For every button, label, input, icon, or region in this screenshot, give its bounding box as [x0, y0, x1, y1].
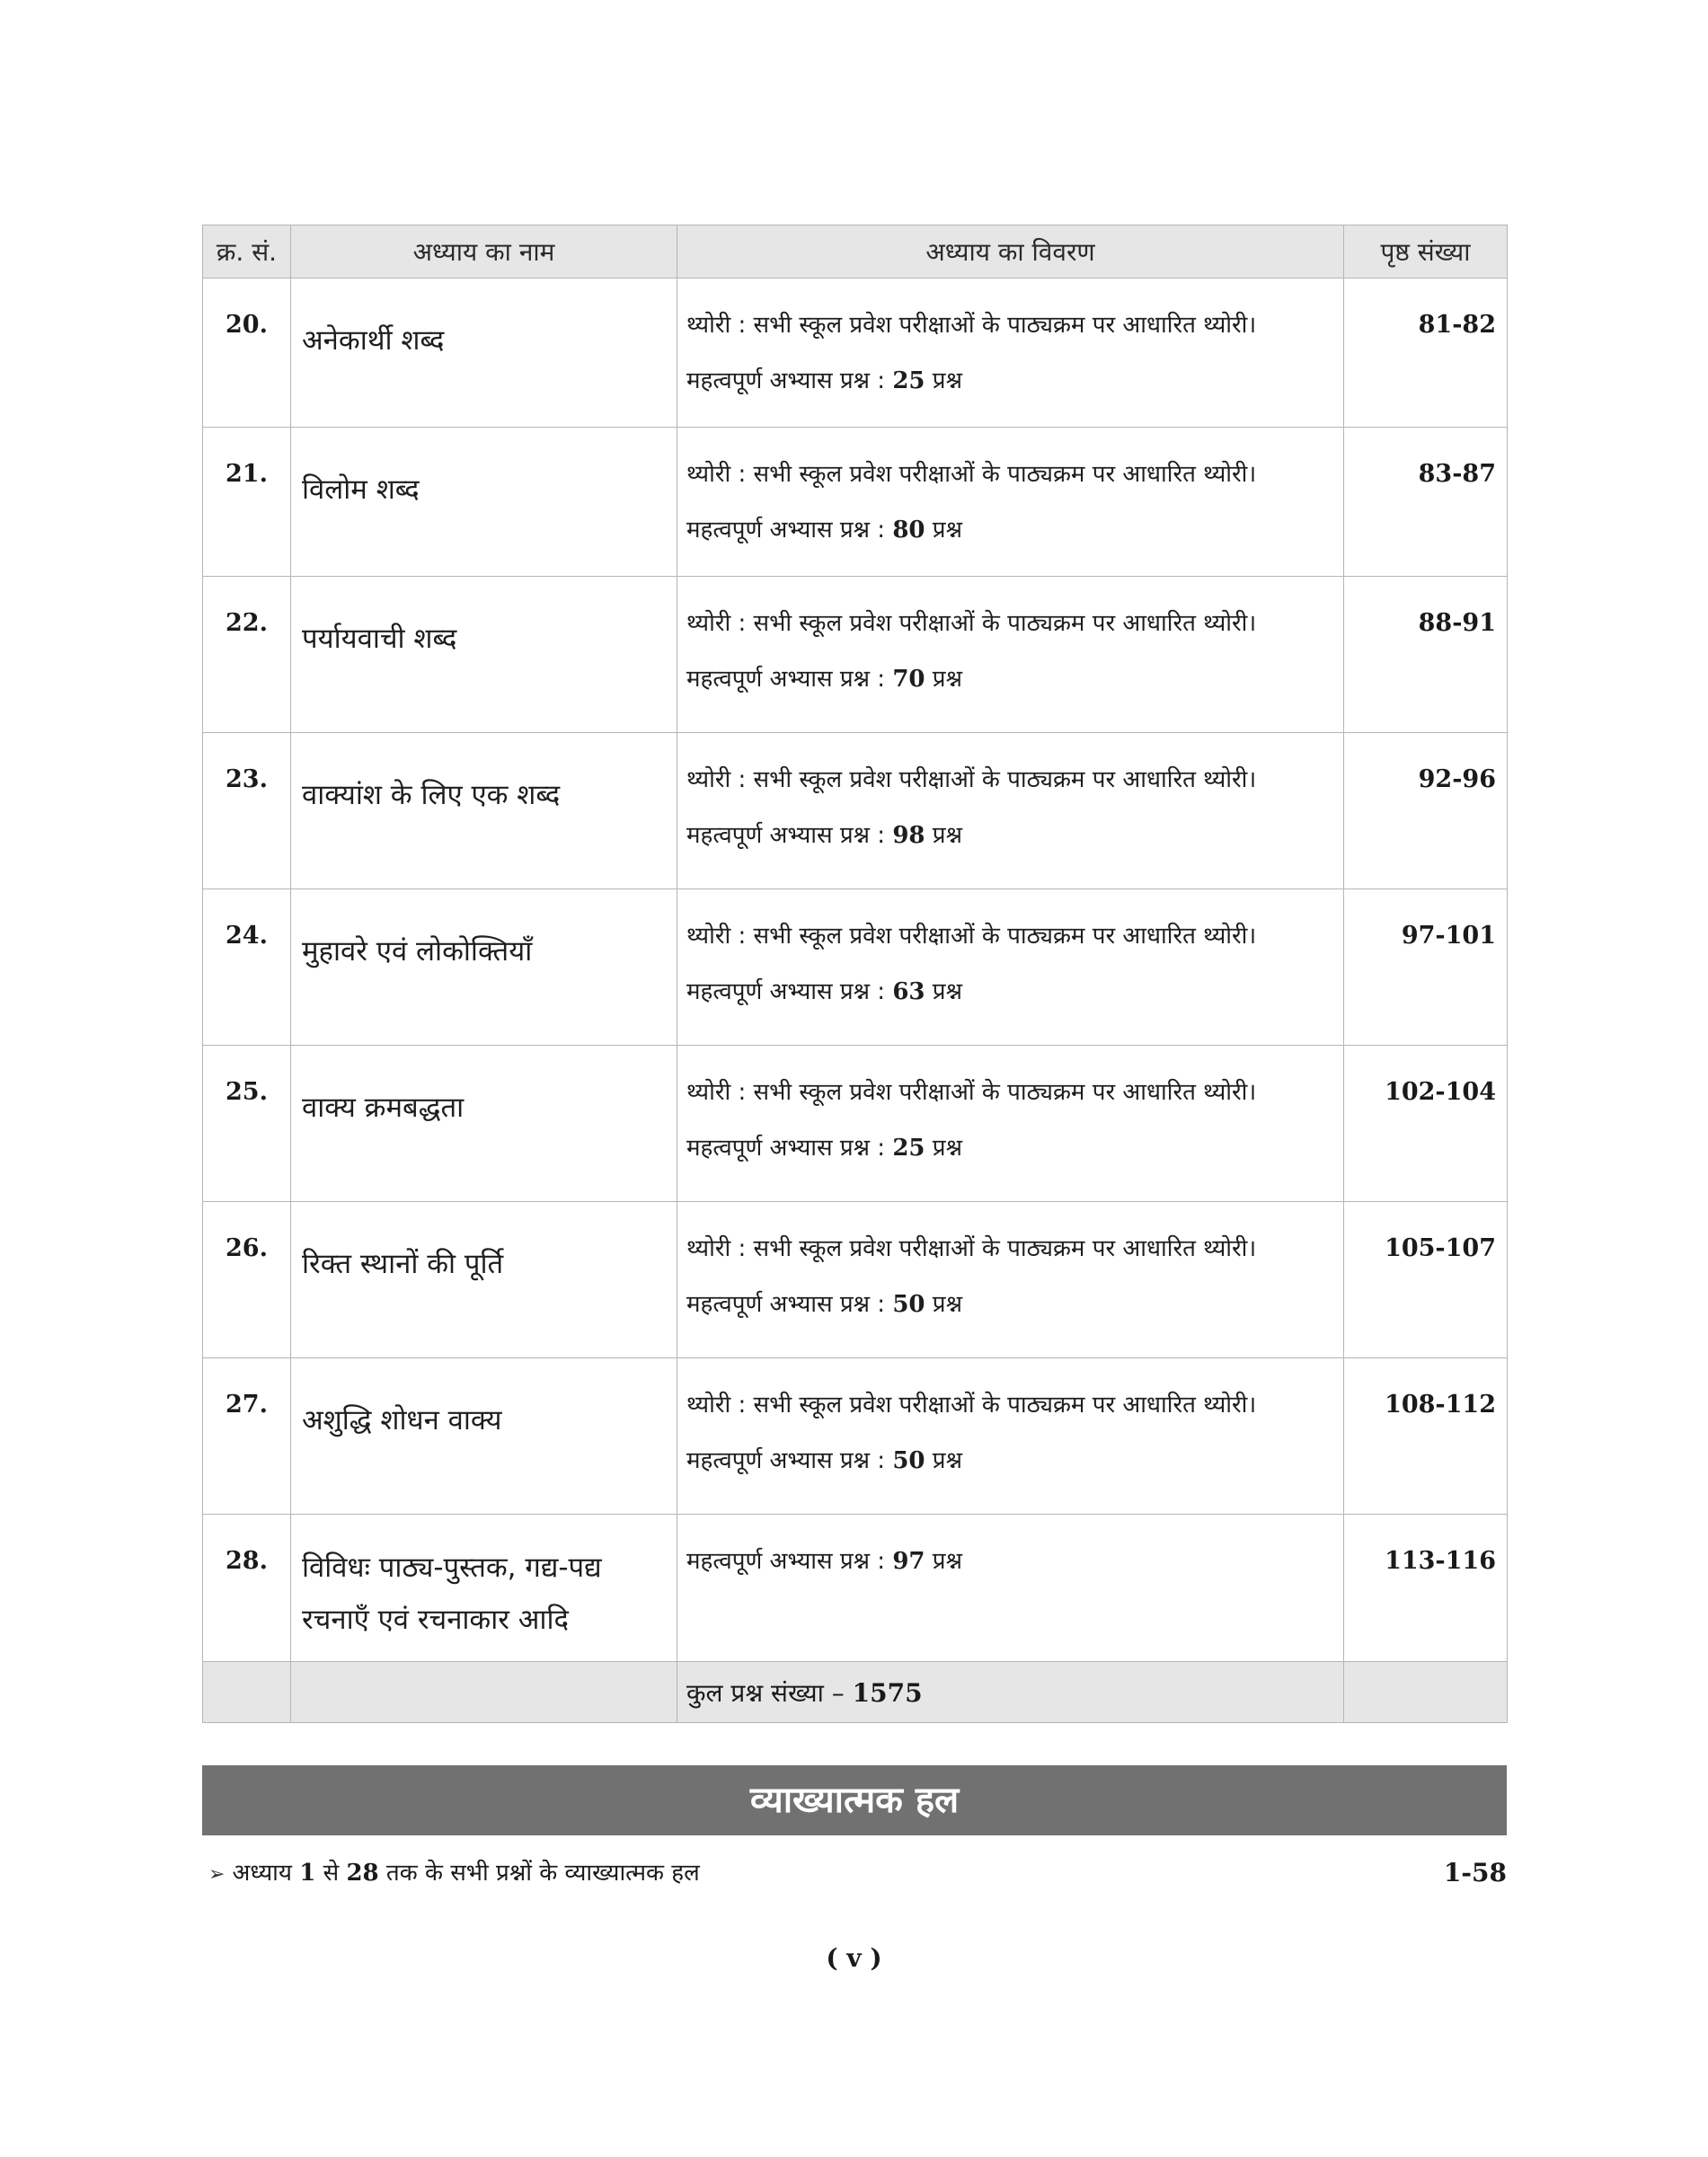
practice-label: महत्वपूर्ण अभ्यास प्रश्न :	[686, 822, 893, 849]
practice-questions	[686, 1134, 1334, 1162]
page-range: 81-82	[1344, 278, 1508, 428]
serial-number: 21.	[203, 428, 291, 577]
practice-questions	[686, 1446, 1334, 1475]
table-row	[203, 733, 1508, 889]
theory-text: थ्योरी : सभी स्कूल प्रवेश परीक्षाओं के पाठ्यक्रम पर आधारित थ्योरी।	[686, 610, 1257, 637]
page-range: 92-96	[1344, 733, 1508, 889]
practice-questions	[686, 977, 1334, 1006]
practice-suffix: प्रश्न	[925, 666, 962, 693]
chapter-description	[677, 733, 1344, 889]
header-serial-number: क्र. सं.	[203, 225, 291, 278]
total-empty-cell	[291, 1662, 677, 1723]
chapter-name	[291, 1515, 677, 1662]
contents-table	[202, 225, 1508, 1723]
practice-label: महत्वपूर्ण अभ्यास प्रश्न :	[686, 666, 893, 693]
total-count: 1575	[852, 1677, 923, 1708]
table-row	[203, 428, 1508, 577]
header-page-number: पृष्ठ संख्या	[1344, 225, 1508, 278]
practice-label: महत्वपूर्ण अभ्यास प्रश्न :	[686, 1447, 893, 1474]
page-number: ( v )	[826, 1943, 882, 1973]
theory-text: थ्योरी : सभी स्कूल प्रवेश परीक्षाओं के पाठ्यक्रम पर आधारित थ्योरी।	[686, 766, 1257, 793]
practice-questions	[686, 665, 1334, 694]
page-range: 102-104	[1344, 1046, 1508, 1202]
practice-count: 97	[892, 1548, 925, 1575]
practice-questions	[686, 516, 1334, 544]
total-row	[203, 1662, 1508, 1723]
header-chapter-name: अध्याय का नाम	[291, 225, 677, 278]
chapter-name: अशुद्धि शोधन वाक्य	[291, 1358, 677, 1515]
total-empty-cell	[1344, 1662, 1508, 1723]
solutions-to: 28	[346, 1860, 379, 1887]
solutions-from: 1	[299, 1860, 316, 1887]
chapter-name: विलोम शब्द	[291, 428, 677, 577]
chapter-description	[677, 1515, 1344, 1662]
practice-questions	[686, 821, 1334, 850]
chapter-description	[677, 577, 1344, 733]
practice-questions	[686, 1547, 1334, 1576]
header-chapter-description: अध्याय का विवरण	[677, 225, 1344, 278]
theory-text: थ्योरी : सभी स्कूल प्रवेश परीक्षाओं के पाठ्यक्रम पर आधारित थ्योरी।	[686, 312, 1257, 339]
table-row	[203, 1358, 1508, 1515]
theory-text: थ्योरी : सभी स्कूल प्रवेश परीक्षाओं के पाठ्यक्रम पर आधारित थ्योरी।	[686, 1079, 1257, 1106]
practice-suffix: प्रश्न	[925, 1548, 962, 1575]
practice-suffix: प्रश्न	[925, 978, 962, 1005]
practice-suffix: प्रश्न	[925, 367, 962, 394]
chapter-name: वाक्यांश के लिए एक शब्द	[291, 733, 677, 889]
table-row	[203, 1202, 1508, 1358]
serial-number: 24.	[203, 889, 291, 1046]
chapter-description	[677, 1202, 1344, 1358]
practice-count: 25	[892, 367, 925, 394]
page-range: 113-116	[1344, 1515, 1508, 1662]
practice-label: महत्वपूर्ण अभ्यास प्रश्न :	[686, 517, 893, 544]
total-empty-cell	[203, 1662, 291, 1723]
solutions-text-after: तक के सभी प्रश्नों के व्याख्यात्मक हल	[378, 1860, 700, 1887]
table-row	[203, 577, 1508, 733]
chapter-description	[677, 1358, 1344, 1515]
chapter-name: अनेकार्थी शब्द	[291, 278, 677, 428]
theory-text: थ्योरी : सभी स्कूल प्रवेश परीक्षाओं के पाठ्यक्रम पर आधारित थ्योरी।	[686, 1235, 1257, 1262]
chapter-name-line-1: विविधः पाठ्य-पुस्तक, गद्य-पद्य	[302, 1551, 602, 1584]
page-range: 108-112	[1344, 1358, 1508, 1515]
page-range: 97-101	[1344, 889, 1508, 1046]
practice-count: 50	[892, 1291, 925, 1318]
table-header-row	[203, 225, 1508, 278]
practice-count: 80	[892, 517, 925, 544]
theory-text: थ्योरी : सभी स्कूल प्रवेश परीक्षाओं के पाठ्यक्रम पर आधारित थ्योरी।	[686, 461, 1257, 488]
practice-questions	[686, 1290, 1334, 1319]
solutions-text-mid: से	[315, 1860, 347, 1887]
practice-count: 98	[892, 822, 925, 849]
practice-count: 50	[892, 1447, 925, 1474]
practice-suffix: प्रश्न	[925, 1135, 962, 1162]
solutions-entry	[208, 1855, 1507, 1891]
table-row	[203, 889, 1508, 1046]
practice-suffix: प्रश्न	[925, 517, 962, 544]
page-range: 105-107	[1344, 1202, 1508, 1358]
practice-count: 63	[892, 978, 925, 1005]
chapter-description	[677, 428, 1344, 577]
serial-number: 28.	[203, 1515, 291, 1662]
serial-number: 25.	[203, 1046, 291, 1202]
table-row	[203, 278, 1508, 428]
chapter-description	[677, 1046, 1344, 1202]
solutions-page-range: 1-58	[1443, 1858, 1507, 1887]
page-range: 83-87	[1344, 428, 1508, 577]
table-row	[203, 1515, 1508, 1662]
practice-label: महत्वपूर्ण अभ्यास प्रश्न :	[686, 1291, 893, 1318]
arrow-bullet-icon: ➢	[208, 1863, 226, 1886]
practice-suffix: प्रश्न	[925, 822, 962, 849]
practice-questions	[686, 367, 1334, 395]
practice-label: महत्वपूर्ण अभ्यास प्रश्न :	[686, 1135, 893, 1162]
chapter-name: पर्यायवाची शब्द	[291, 577, 677, 733]
chapter-name-line-2: रचनाएँ एवं रचनाकार आदि	[302, 1604, 569, 1636]
practice-suffix: प्रश्न	[925, 1447, 962, 1474]
total-label: कुल प्रश्न संख्या –	[686, 1677, 853, 1708]
chapter-description	[677, 889, 1344, 1046]
theory-text: थ्योरी : सभी स्कूल प्रवेश परीक्षाओं के पाठ्यक्रम पर आधारित थ्योरी।	[686, 1392, 1257, 1419]
chapter-name: मुहावरे एवं लोकोक्तियाँ	[291, 889, 677, 1046]
solutions-banner: व्याख्यात्मक हल	[202, 1765, 1507, 1835]
theory-text: थ्योरी : सभी स्कूल प्रवेश परीक्षाओं के पाठ्यक्रम पर आधारित थ्योरी।	[686, 923, 1257, 950]
practice-suffix: प्रश्न	[925, 1291, 962, 1318]
chapter-name: रिक्त स्थानों की पूर्ति	[291, 1202, 677, 1358]
page-range: 88-91	[1344, 577, 1508, 733]
practice-count: 25	[892, 1135, 925, 1162]
serial-number: 23.	[203, 733, 291, 889]
solutions-text-before: अध्याय	[232, 1860, 300, 1887]
practice-label: महत्वपूर्ण अभ्यास प्रश्न :	[686, 978, 893, 1005]
practice-label: महत्वपूर्ण अभ्यास प्रश्न :	[686, 367, 893, 394]
table-row	[203, 1046, 1508, 1202]
serial-number: 22.	[203, 577, 291, 733]
total-questions	[677, 1662, 1344, 1723]
serial-number: 26.	[203, 1202, 291, 1358]
serial-number: 27.	[203, 1358, 291, 1515]
chapter-description	[677, 278, 1344, 428]
practice-count: 70	[892, 666, 925, 693]
practice-label: महत्वपूर्ण अभ्यास प्रश्न :	[686, 1548, 893, 1575]
chapter-name: वाक्य क्रमबद्धता	[291, 1046, 677, 1202]
serial-number: 20.	[203, 278, 291, 428]
